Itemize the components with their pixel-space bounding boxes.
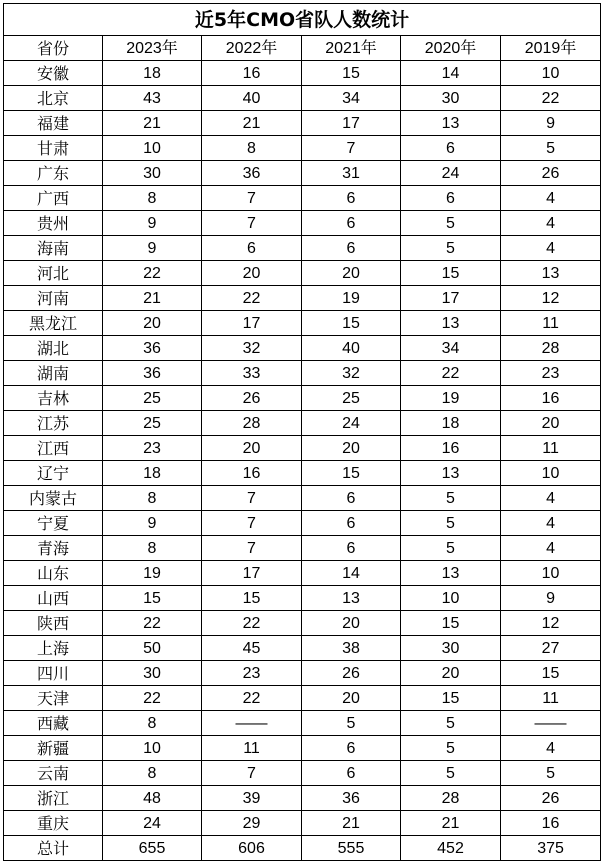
header-row [4, 36, 601, 61]
province-cell: 陕西 [4, 611, 103, 636]
value-cell: 36 [302, 786, 401, 811]
value-cell: 5 [501, 136, 601, 161]
value-cell: 36 [103, 336, 202, 361]
value-cell: 9 [103, 211, 202, 236]
value-cell: 4 [501, 486, 601, 511]
province-cell: 江苏 [4, 411, 103, 436]
value-cell: 45 [202, 636, 302, 661]
value-cell: 7 [302, 136, 401, 161]
table-row [4, 461, 601, 486]
province-cell: 湖南 [4, 361, 103, 386]
value-cell: 5 [401, 536, 501, 561]
total-row [4, 836, 601, 861]
value-cell: 19 [103, 561, 202, 586]
value-cell: 19 [302, 286, 401, 311]
table-row [4, 336, 601, 361]
table-body [4, 61, 601, 836]
total-cell: 375 [501, 836, 601, 861]
table-row [4, 411, 601, 436]
value-cell: 15 [501, 661, 601, 686]
value-cell: 4 [501, 511, 601, 536]
value-cell: 33 [202, 361, 302, 386]
table-row [4, 736, 601, 761]
table-row [4, 761, 601, 786]
value-cell: 15 [302, 311, 401, 336]
table-row [4, 86, 601, 111]
value-cell: 25 [302, 386, 401, 411]
value-cell: 38 [302, 636, 401, 661]
value-cell: 7 [202, 761, 302, 786]
year-column-header: 2019年 [501, 36, 601, 61]
table-row [4, 811, 601, 836]
value-cell: 19 [401, 386, 501, 411]
value-cell: 21 [302, 811, 401, 836]
year-column-header: 2020年 [401, 36, 501, 61]
value-cell: 22 [202, 611, 302, 636]
value-cell: 16 [202, 61, 302, 86]
value-cell: 6 [401, 186, 501, 211]
province-cell: 安徽 [4, 61, 103, 86]
province-cell: 青海 [4, 536, 103, 561]
value-cell: 21 [401, 811, 501, 836]
value-cell: 25 [103, 386, 202, 411]
value-cell: 4 [501, 236, 601, 261]
value-cell: 8 [103, 711, 202, 736]
value-cell: 18 [103, 61, 202, 86]
value-cell: 17 [202, 561, 302, 586]
value-cell: 7 [202, 536, 302, 561]
value-cell: 10 [501, 461, 601, 486]
value-cell: 11 [501, 311, 601, 336]
value-cell: 10 [103, 136, 202, 161]
table-row [4, 236, 601, 261]
table-row [4, 136, 601, 161]
value-cell: 4 [501, 736, 601, 761]
value-cell: 50 [103, 636, 202, 661]
value-cell: 32 [302, 361, 401, 386]
title-row [4, 4, 601, 36]
value-cell: 36 [103, 361, 202, 386]
value-cell: 13 [401, 461, 501, 486]
province-cell: 广东 [4, 161, 103, 186]
value-cell: 9 [103, 236, 202, 261]
value-cell: 8 [103, 761, 202, 786]
province-cell: 新疆 [4, 736, 103, 761]
province-cell: 广西 [4, 186, 103, 211]
value-cell: 26 [501, 786, 601, 811]
value-cell: 16 [401, 436, 501, 461]
table-row [4, 686, 601, 711]
value-cell: 17 [401, 286, 501, 311]
province-cell: 四川 [4, 661, 103, 686]
table-row [4, 61, 601, 86]
value-cell: 22 [202, 286, 302, 311]
table-row [4, 361, 601, 386]
cmo-team-size-table [3, 3, 601, 861]
table-row [4, 161, 601, 186]
value-cell: 30 [103, 161, 202, 186]
province-cell: 湖北 [4, 336, 103, 361]
value-cell: 16 [202, 461, 302, 486]
table-row [4, 261, 601, 286]
value-cell: 10 [501, 61, 601, 86]
province-cell: 福建 [4, 111, 103, 136]
value-cell: 8 [103, 536, 202, 561]
value-cell: 23 [501, 361, 601, 386]
value-cell: 22 [103, 611, 202, 636]
value-cell: 34 [302, 86, 401, 111]
value-cell: 5 [302, 711, 401, 736]
value-cell: 14 [401, 61, 501, 86]
value-cell: 21 [202, 111, 302, 136]
province-cell: 辽宁 [4, 461, 103, 486]
value-cell: 27 [501, 636, 601, 661]
table-row [4, 661, 601, 686]
value-cell: 30 [103, 661, 202, 686]
province-cell: 海南 [4, 236, 103, 261]
province-cell: 北京 [4, 86, 103, 111]
province-cell: 内蒙古 [4, 486, 103, 511]
value-cell: 17 [202, 311, 302, 336]
value-cell: 12 [501, 611, 601, 636]
value-cell: 13 [302, 586, 401, 611]
value-cell: 8 [202, 136, 302, 161]
value-cell: 21 [103, 286, 202, 311]
value-cell: 7 [202, 186, 302, 211]
table-row [4, 786, 601, 811]
value-cell: 23 [202, 661, 302, 686]
value-cell: 15 [302, 461, 401, 486]
value-cell: 6 [302, 486, 401, 511]
value-cell: 15 [401, 261, 501, 286]
value-cell: 5 [501, 761, 601, 786]
table-row [4, 111, 601, 136]
value-cell: 15 [202, 586, 302, 611]
value-cell: 20 [202, 436, 302, 461]
province-cell: 山西 [4, 586, 103, 611]
value-cell: 6 [202, 236, 302, 261]
province-cell: 宁夏 [4, 511, 103, 536]
value-cell: 11 [501, 436, 601, 461]
value-cell: 22 [401, 361, 501, 386]
value-cell: 9 [103, 511, 202, 536]
value-cell: 17 [302, 111, 401, 136]
value-cell: 10 [501, 561, 601, 586]
value-cell: 18 [103, 461, 202, 486]
value-cell: 26 [202, 386, 302, 411]
value-cell: 9 [501, 111, 601, 136]
value-cell: 6 [302, 211, 401, 236]
value-cell: 7 [202, 211, 302, 236]
province-cell: 山东 [4, 561, 103, 586]
value-cell: 11 [202, 736, 302, 761]
province-cell: 贵州 [4, 211, 103, 236]
value-cell: 6 [302, 761, 401, 786]
province-cell: 天津 [4, 686, 103, 711]
table-row [4, 311, 601, 336]
province-cell: 西藏 [4, 711, 103, 736]
total-cell: 452 [401, 836, 501, 861]
value-cell: 5 [401, 236, 501, 261]
value-cell: 13 [501, 261, 601, 286]
value-cell: 11 [501, 686, 601, 711]
table-row [4, 486, 601, 511]
value-cell: 8 [103, 486, 202, 511]
table-row [4, 286, 601, 311]
value-cell: 28 [202, 411, 302, 436]
table-title: 近5年CMO省队人数统计 [4, 4, 601, 36]
value-cell: 6 [302, 511, 401, 536]
value-cell: —— [501, 711, 601, 736]
value-cell: 10 [401, 586, 501, 611]
table-row [4, 511, 601, 536]
value-cell: 6 [302, 536, 401, 561]
value-cell: 13 [401, 111, 501, 136]
value-cell: 22 [202, 686, 302, 711]
province-cell: 江西 [4, 436, 103, 461]
province-cell: 浙江 [4, 786, 103, 811]
value-cell: 15 [401, 611, 501, 636]
value-cell: 24 [302, 411, 401, 436]
total-cell: 655 [103, 836, 202, 861]
value-cell: 14 [302, 561, 401, 586]
value-cell: 40 [302, 336, 401, 361]
value-cell: 29 [202, 811, 302, 836]
table-row [4, 586, 601, 611]
table-row [4, 211, 601, 236]
value-cell: 20 [202, 261, 302, 286]
table-row [4, 636, 601, 661]
value-cell: 10 [103, 736, 202, 761]
total-cell: 555 [302, 836, 401, 861]
total-label: 总计 [4, 836, 103, 861]
value-cell: 34 [401, 336, 501, 361]
value-cell: 26 [302, 661, 401, 686]
value-cell: 22 [103, 261, 202, 286]
value-cell: 36 [202, 161, 302, 186]
year-column-header: 2021年 [302, 36, 401, 61]
value-cell: 48 [103, 786, 202, 811]
value-cell: 25 [103, 411, 202, 436]
value-cell: 24 [103, 811, 202, 836]
value-cell: 12 [501, 286, 601, 311]
value-cell: 4 [501, 186, 601, 211]
value-cell: 20 [401, 661, 501, 686]
value-cell: 4 [501, 536, 601, 561]
value-cell: 15 [401, 686, 501, 711]
province-cell: 河北 [4, 261, 103, 286]
value-cell: 6 [401, 136, 501, 161]
value-cell: 22 [103, 686, 202, 711]
value-cell: 40 [202, 86, 302, 111]
value-cell: 31 [302, 161, 401, 186]
value-cell: 4 [501, 211, 601, 236]
value-cell: 26 [501, 161, 601, 186]
value-cell: 20 [501, 411, 601, 436]
table-row [4, 611, 601, 636]
value-cell: 5 [401, 761, 501, 786]
value-cell: 20 [103, 311, 202, 336]
value-cell: 9 [501, 586, 601, 611]
table-row [4, 536, 601, 561]
table-row [4, 711, 601, 736]
table-row [4, 386, 601, 411]
value-cell: 6 [302, 236, 401, 261]
value-cell: 7 [202, 511, 302, 536]
value-cell: 13 [401, 311, 501, 336]
value-cell: 5 [401, 486, 501, 511]
table-row [4, 561, 601, 586]
province-cell: 吉林 [4, 386, 103, 411]
value-cell: 5 [401, 736, 501, 761]
value-cell: 8 [103, 186, 202, 211]
province-column-header: 省份 [4, 36, 103, 61]
province-cell: 河南 [4, 286, 103, 311]
value-cell: —— [202, 711, 302, 736]
value-cell: 28 [401, 786, 501, 811]
value-cell: 15 [302, 61, 401, 86]
province-cell: 甘肃 [4, 136, 103, 161]
value-cell: 39 [202, 786, 302, 811]
province-cell: 黑龙江 [4, 311, 103, 336]
value-cell: 6 [302, 186, 401, 211]
value-cell: 16 [501, 386, 601, 411]
value-cell: 23 [103, 436, 202, 461]
value-cell: 32 [202, 336, 302, 361]
value-cell: 30 [401, 636, 501, 661]
value-cell: 5 [401, 711, 501, 736]
value-cell: 22 [501, 86, 601, 111]
value-cell: 7 [202, 486, 302, 511]
value-cell: 43 [103, 86, 202, 111]
value-cell: 20 [302, 436, 401, 461]
value-cell: 20 [302, 686, 401, 711]
value-cell: 6 [302, 736, 401, 761]
value-cell: 20 [302, 611, 401, 636]
year-column-header: 2022年 [202, 36, 302, 61]
value-cell: 5 [401, 211, 501, 236]
year-column-header: 2023年 [103, 36, 202, 61]
value-cell: 30 [401, 86, 501, 111]
value-cell: 20 [302, 261, 401, 286]
province-cell: 上海 [4, 636, 103, 661]
value-cell: 24 [401, 161, 501, 186]
table-row [4, 436, 601, 461]
value-cell: 28 [501, 336, 601, 361]
value-cell: 21 [103, 111, 202, 136]
value-cell: 15 [103, 586, 202, 611]
province-cell: 重庆 [4, 811, 103, 836]
value-cell: 5 [401, 511, 501, 536]
value-cell: 18 [401, 411, 501, 436]
table-row [4, 186, 601, 211]
province-cell: 云南 [4, 761, 103, 786]
value-cell: 16 [501, 811, 601, 836]
value-cell: 13 [401, 561, 501, 586]
total-cell: 606 [202, 836, 302, 861]
